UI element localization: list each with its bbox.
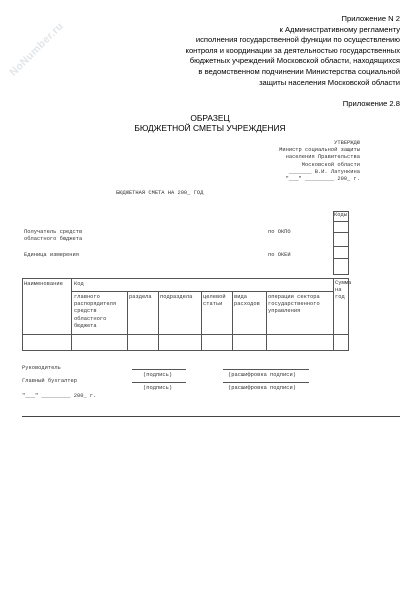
page-bottom-rule bbox=[22, 416, 400, 417]
table-divider bbox=[333, 278, 334, 351]
signature-line bbox=[223, 369, 309, 370]
column-subheader: подраздела bbox=[160, 294, 193, 300]
divider bbox=[333, 232, 349, 233]
signature-line bbox=[132, 382, 186, 383]
sample-title: ОБРАЗЕЦ bbox=[190, 113, 230, 123]
watermark: NoNumber.ru bbox=[7, 20, 66, 79]
regulation-line: к Административному регламенту bbox=[279, 24, 400, 34]
regulation-line: в ведомственном подчинении Министерства социальной bbox=[198, 66, 400, 76]
divider bbox=[333, 221, 349, 222]
regulation-line: контроля и координации за деятельностью государственных bbox=[185, 45, 400, 55]
recipient-label: областного бюджета bbox=[24, 236, 83, 242]
signature-line bbox=[132, 369, 186, 370]
accountant-signature-label: Главный бухгалтер bbox=[22, 378, 77, 384]
column-header-sum: Сумма на год bbox=[335, 280, 352, 301]
table-divider bbox=[158, 291, 159, 351]
smeta-title: БЮДЖЕТНАЯ СМЕТА НА 200_ ГОД bbox=[116, 190, 204, 196]
regulation-line: защиты населения Московской области bbox=[259, 77, 400, 87]
decode-caption: (расшифровка подписи) bbox=[228, 385, 296, 391]
okei-label: по ОКЕИ bbox=[268, 252, 291, 258]
signature-caption: (подпись) bbox=[143, 385, 173, 391]
head-signature-label: Руководитель bbox=[22, 365, 61, 371]
regulation-line: бюджетных учреждений Московской области, находящихся bbox=[189, 56, 400, 66]
approval-position: населения Правительства bbox=[285, 154, 360, 161]
divider bbox=[333, 258, 349, 259]
table-divider bbox=[266, 291, 267, 351]
divider bbox=[333, 246, 349, 247]
signature-caption: (подпись) bbox=[143, 372, 173, 378]
signature-line bbox=[223, 382, 309, 383]
column-subheader: раздела bbox=[129, 294, 152, 300]
appendix-sub-number: Приложение 2.8 bbox=[342, 99, 400, 109]
approval-heading: УТВЕРЖДЮ bbox=[334, 140, 360, 146]
column-header-name: Наименование bbox=[24, 281, 63, 287]
table-divider bbox=[71, 278, 72, 351]
table-divider bbox=[201, 291, 202, 351]
approval-position: Министр социальной защиты bbox=[279, 147, 360, 154]
column-subheader: целевой статьи bbox=[203, 294, 226, 308]
table-divider bbox=[232, 291, 233, 351]
decode-caption: (расшифровка подписи) bbox=[228, 372, 296, 378]
approval-block bbox=[200, 140, 360, 183]
column-header-code: Код bbox=[74, 281, 84, 287]
column-subheader: вида расходов bbox=[234, 294, 260, 308]
column-subheader: главного распорядителя средств областного бюджета bbox=[74, 294, 117, 329]
approval-signature: _______ В.И. Латункина bbox=[288, 168, 360, 175]
column-subheader: операции сектора государственного управления bbox=[268, 294, 320, 315]
approval-position: Московской области bbox=[301, 161, 360, 168]
table-divider bbox=[71, 291, 333, 292]
regulation-line: исполнения государственной функции по осуществлению bbox=[195, 35, 400, 45]
codes-label: Коды bbox=[334, 212, 347, 218]
document-title: БЮДЖЕТНОЙ СМЕТЫ УЧРЕЖДЕНИЯ bbox=[134, 123, 286, 133]
appendix-number: Приложение N 2 bbox=[341, 14, 400, 23]
document-header bbox=[140, 14, 400, 110]
approval-date: "___" _________ 200_ г. bbox=[285, 176, 360, 183]
unit-label: Единица измерения bbox=[24, 252, 79, 258]
table-divider bbox=[127, 291, 128, 351]
recipient-label: Получатель средств bbox=[24, 229, 83, 235]
signature-date: "___" _________ 200_ г. bbox=[22, 393, 97, 399]
okpo-label: по ОКПО bbox=[268, 229, 291, 235]
